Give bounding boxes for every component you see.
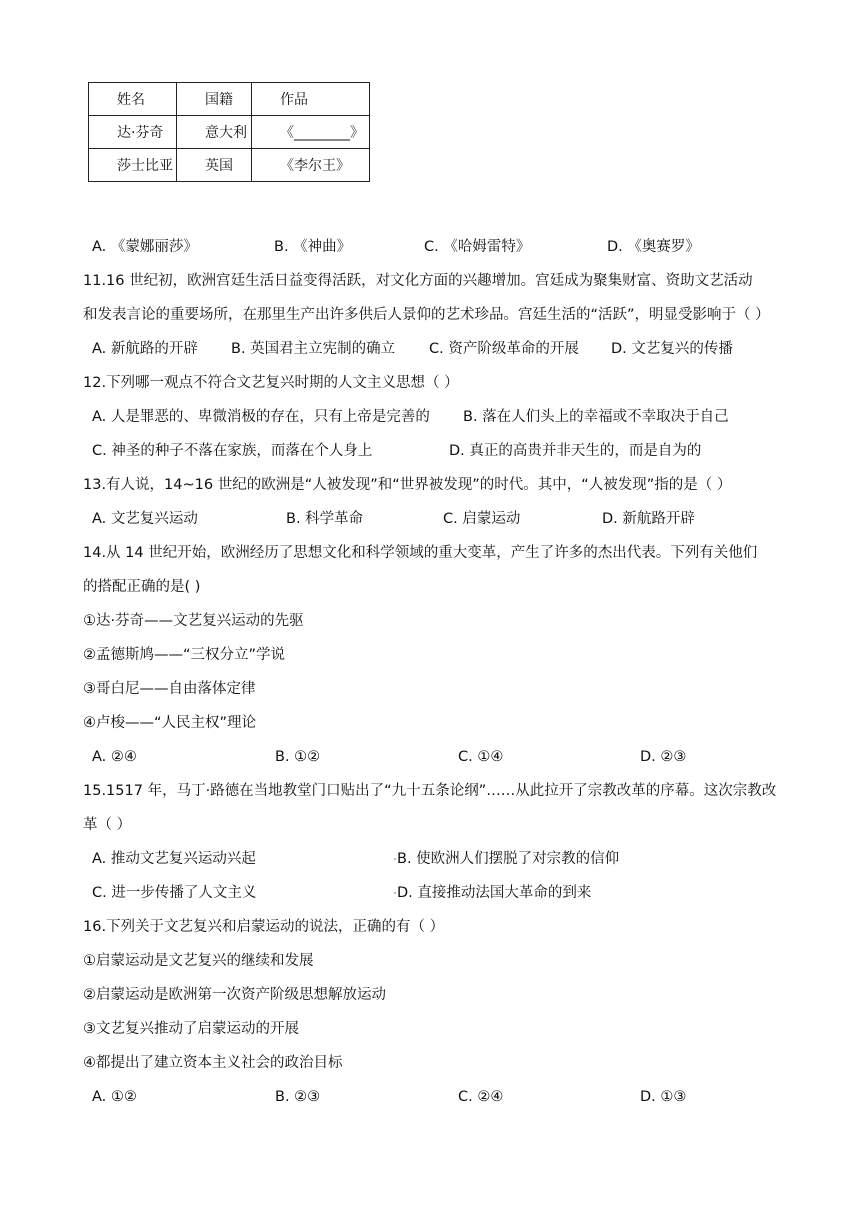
column-tick-mark: [394, 892, 396, 894]
q12-option-d[interactable]: D. 真正的高贵并非天生的，而是自为的: [449, 443, 702, 459]
table-cell: 莎士比亚: [89, 149, 177, 182]
q12-stem: 12.下列哪一观点不符合文艺复兴时期的人文主义思想（ ）: [83, 375, 459, 391]
q14-option-a[interactable]: A. ②④: [92, 749, 137, 765]
table-cell: 达·芬奇: [89, 116, 177, 149]
q10-option-a[interactable]: A. 《蒙娜丽莎》: [92, 239, 198, 255]
q12-option-a[interactable]: A. 人是罪恶的、卑微消极的存在，只有上帝是完善的: [92, 409, 430, 425]
q14-option-d[interactable]: D. ②③: [640, 749, 687, 765]
q16-option-a[interactable]: A. ①②: [92, 1089, 137, 1105]
table-cell: 意大利: [177, 116, 252, 149]
q11-option-b[interactable]: B. 英国君主立宪制的确立: [231, 341, 396, 357]
table-cell: 姓名: [89, 83, 177, 116]
q11-option-d[interactable]: D. 文艺复兴的传播: [611, 341, 733, 357]
q11-stem-line: 11.16 世纪初，欧洲宫廷生活日益变得活跃，对文化方面的兴趣增加。宫廷成为聚集财富、资助文艺活动: [83, 273, 753, 289]
q14-item: ①达·芬奇——文艺复兴运动的先驱: [83, 613, 304, 629]
q10-option-b[interactable]: B. 《神曲》: [274, 239, 352, 255]
q15-option-d[interactable]: D. 直接推动法国大革命的到来: [397, 885, 592, 901]
q14-item: ②孟德斯鸠——“三权分立”学说: [83, 647, 286, 663]
q12-option-c[interactable]: C. 神圣的种子不落在家族，而落在个人身上: [92, 443, 373, 459]
q14-option-c[interactable]: C. ①④: [458, 749, 504, 765]
table-cell: 作品: [252, 83, 370, 116]
q10-option-c[interactable]: C. 《哈姆雷特》: [424, 239, 531, 255]
q14-stem-line: 14.从 14 世纪开始，欧洲经历了思想文化和科学领域的重大变革，产生了许多的杰出代表。下列有关他们: [83, 545, 758, 561]
q11-option-c[interactable]: C. 资产阶级革命的开展: [429, 341, 579, 357]
q16-item: ②启蒙运动是欧洲第一次资产阶级思想解放运动: [83, 987, 386, 1003]
table-row: [89, 149, 370, 182]
table-cell: 国籍: [177, 83, 252, 116]
table-cell: 英国: [177, 149, 252, 182]
q13-stem: 13.有人说，14~16 世纪的欧洲是“人被发现”和“世界被发现”的时代。其中，“人被发现”指的是（ ）: [83, 477, 732, 493]
q16-item: ④都提出了建立资本主义社会的政治目标: [83, 1055, 343, 1071]
q13-option-b[interactable]: B. 科学革命: [286, 511, 364, 527]
q10-option-d[interactable]: D. 《奥赛罗》: [607, 239, 700, 255]
q16-option-d[interactable]: D. ①③: [640, 1089, 687, 1105]
table-cell: 《李尔王》: [252, 149, 370, 182]
author-works-table: [88, 82, 370, 182]
q16-option-c[interactable]: C. ②④: [458, 1089, 504, 1105]
q13-option-a[interactable]: A. 文艺复兴运动: [92, 511, 198, 527]
q14-item: ④卢梭——“人民主权”理论: [83, 715, 257, 731]
q15-stem-line: 15.1517 年，马丁·路德在当地教堂门口贴出了“九十五条论纲”……从此拉开了宗教改革的序幕。这次宗教改: [83, 783, 777, 799]
q14-stem-line: 的搭配正确的是( ): [83, 579, 201, 595]
q13-option-c[interactable]: C. 启蒙运动: [443, 511, 521, 527]
q16-option-b[interactable]: B. ②③: [275, 1089, 321, 1105]
table-header-row: [89, 83, 370, 116]
q11-option-a[interactable]: A. 新航路的开辟: [92, 341, 198, 357]
q16-stem: 16.下列关于文艺复兴和启蒙运动的说法，正确的有（ ）: [83, 919, 445, 935]
q11-stem-line: 和发表言论的重要场所，在那里生产出许多供后人景仰的艺术珍品。宫廷生活的“活跃”，明显受影响于（ ）: [83, 307, 770, 323]
q15-stem-line: 革（ ）: [83, 817, 132, 833]
q14-item: ③哥白尼——自由落体定律: [83, 681, 256, 697]
column-tick-mark: [394, 858, 396, 860]
q14-option-b[interactable]: B. ①②: [275, 749, 321, 765]
table-cell: 《________》: [252, 116, 370, 149]
q16-item: ③文艺复兴推动了启蒙运动的开展: [83, 1021, 299, 1037]
q16-item: ①启蒙运动是文艺复兴的继续和发展: [83, 953, 314, 969]
q13-option-d[interactable]: D. 新航路开辟: [602, 511, 695, 527]
q15-option-b[interactable]: B. 使欧洲人们摆脱了对宗教的信仰: [397, 851, 620, 867]
table-row: [89, 116, 370, 149]
q15-option-c[interactable]: C. 进一步传播了人文主义: [92, 885, 257, 901]
q12-option-b[interactable]: B. 落在人们头上的幸福或不幸取决于自己: [463, 409, 729, 425]
q15-option-a[interactable]: A. 推动文艺复兴运动兴起: [92, 851, 256, 867]
